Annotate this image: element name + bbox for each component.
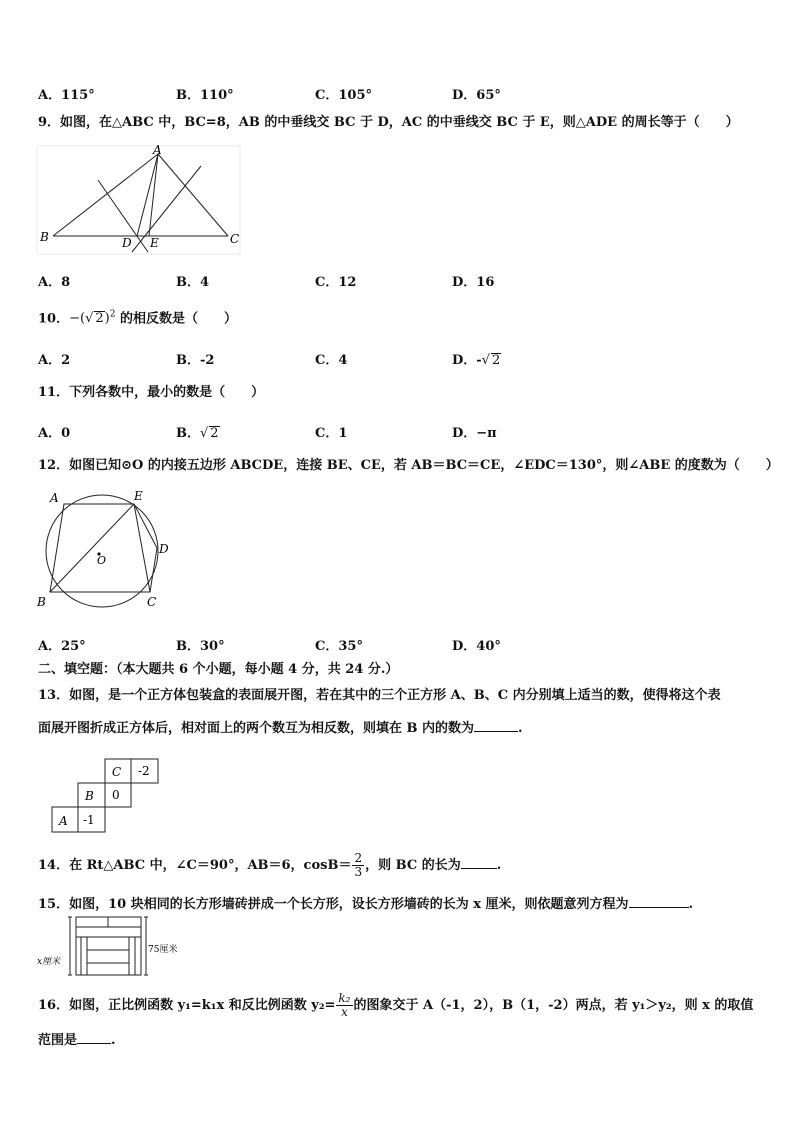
q14-period: . (496, 858, 502, 873)
q14-text-b: ，则 BC 的长为 (365, 858, 461, 873)
q12-label-a: A (50, 491, 59, 505)
q11-option-b-radicand: 2 (210, 426, 219, 441)
q14-text-a: 14．在 Rt△ABC 中，∠C＝90°，AB＝6，cosB＝ (38, 858, 352, 873)
q9-option-d: D．16 (452, 275, 495, 290)
q13-question-line2 (38, 719, 523, 737)
q11-option-c: C．1 (315, 426, 348, 441)
q16-answer-blank (77, 1031, 111, 1044)
sqrt-icon: √ (85, 311, 94, 327)
q14-denominator: 3 (354, 865, 363, 879)
q10-option-d-prefix: D．- (452, 353, 482, 368)
q11-question: 11．下列各数中，最小的数是（ ） (38, 385, 265, 400)
q16-text-b: 的图象交于 A（-1，2），B（1，-2）两点，若 y₁＞y₂，则 x 的取值 (353, 998, 754, 1013)
q12-label-c: C (147, 595, 157, 609)
q10-option-b: B．-2 (176, 353, 215, 368)
sqrt-icon: √ (200, 426, 209, 441)
q13-question-line1: 13．如图，是一个正方体包装盒的表面展开图，若在其中的三个正方形 A、B、C 内分别填上适当的数，使得将这个表 (38, 688, 721, 703)
q16-numerator: k₂ (338, 991, 351, 1005)
q9-label-b: B (40, 230, 49, 244)
q8-option-d: D．65° (452, 88, 501, 103)
q15-label-75: 75厘米 (148, 945, 178, 955)
q9-label-d: D (122, 236, 132, 250)
q10-radicand: 2 (95, 311, 104, 327)
q12-label-d: D (159, 542, 169, 556)
q12-question: 12．如图已知⊙O 的内接五边形 ABCDE，连接 BE、CE，若 AB＝BC＝CE，∠EDC＝130°，则∠ABE 的度数为（ ） (38, 458, 779, 473)
q13-cell-b: B (85, 789, 94, 803)
section-2-heading: 二、填空题：（本大题共 6 个小题，每小题 4 分，共 24 分.） (38, 662, 399, 677)
q15-label-x: x厘米 (37, 957, 61, 967)
q12-option-b: B．30° (176, 639, 225, 654)
q14-fraction (352, 852, 364, 879)
q9-label-a: A (153, 143, 162, 157)
q16-period: . (111, 1033, 116, 1048)
q8-option-c: C．105° (315, 88, 372, 103)
q13-answer-blank (474, 719, 518, 732)
q16-line2-text: 范围是 (38, 1033, 78, 1048)
q10-expression (69, 311, 115, 326)
sqrt-icon: √ (481, 353, 490, 368)
q15-answer-blank (629, 895, 689, 908)
q16-text-a: 16．如图，正比例函数 y₁=k₁x 和反比例函数 y₂= (38, 998, 336, 1013)
q8-option-b: B．110° (176, 88, 234, 103)
q15-question (38, 895, 693, 913)
q11-option-a: A．0 (38, 426, 71, 441)
q11-option-b-prefix: B． (176, 426, 200, 441)
q9-triangle-figure (36, 140, 242, 258)
q13-cell-a: A (59, 814, 68, 828)
q13-cell-a-value: -1 (83, 813, 95, 827)
q16-fraction (336, 992, 352, 1019)
q16-question-line1 (38, 992, 753, 1019)
q10-question (38, 307, 237, 327)
q12-circle-pentagon-figure (34, 486, 174, 610)
q9-option-c: C．12 (315, 275, 357, 290)
q10-suffix: 的相反数是（ ） (119, 311, 237, 327)
q10-option-d (452, 349, 501, 368)
q8-option-a: A．115° (38, 88, 95, 103)
q10-number: 10． (38, 311, 70, 327)
q13-period: . (518, 721, 523, 736)
q14-question (38, 852, 501, 879)
q9-label-e: E (150, 236, 159, 250)
q13-cell-b-value: 0 (112, 788, 120, 802)
q10-minus-paren: −( (69, 311, 86, 327)
q10-close-paren: ) (104, 311, 110, 327)
q12-option-d: D．40° (452, 639, 501, 654)
q9-label-c: C (230, 232, 240, 246)
q14-answer-blank (461, 856, 497, 869)
q12-option-c: C．35° (315, 639, 363, 654)
q10-exponent: 2 (109, 310, 116, 320)
q9-option-a: A．8 (38, 275, 71, 290)
q15-wall-tiles-figure (36, 915, 188, 977)
q13-cell-c-value: -2 (138, 764, 150, 778)
q9-question: 9．如图，在△ABC 中，BC=8，AB 的中垂线交 BC 于 D，AC 的中垂线交 BC 于 E，则△ADE 的周长等于（ ） (38, 115, 739, 130)
q12-label-b: B (37, 595, 46, 609)
q16-denominator: x (341, 1005, 348, 1019)
q12-option-a: A．25° (38, 639, 86, 654)
q14-numerator: 2 (354, 851, 363, 865)
q11-option-b (176, 422, 220, 441)
q10-option-a: A．2 (38, 353, 71, 368)
q16-question-line2 (38, 1031, 116, 1049)
q11-option-d: D．−π (452, 426, 497, 441)
q15-text: 15．如图，10 块相同的长方形墙砖拼成一个长方形，设长方形墙砖的长为 x 厘米，则依题意列方程为 (38, 897, 629, 912)
q10-option-c: C．4 (315, 353, 348, 368)
q15-period: . (688, 897, 694, 912)
q10-option-d-radicand: 2 (491, 353, 501, 368)
q12-label-e: E (134, 489, 143, 503)
q12-label-o: O (97, 554, 107, 567)
q13-line2-text: 面展开图折成正方体后，相对面上的两个数互为相反数，则填在 B 内的数为 (38, 721, 475, 736)
q13-cell-c: C (112, 765, 122, 779)
q9-option-b: B．4 (176, 275, 210, 290)
q13-cube-net-figure (50, 756, 162, 836)
